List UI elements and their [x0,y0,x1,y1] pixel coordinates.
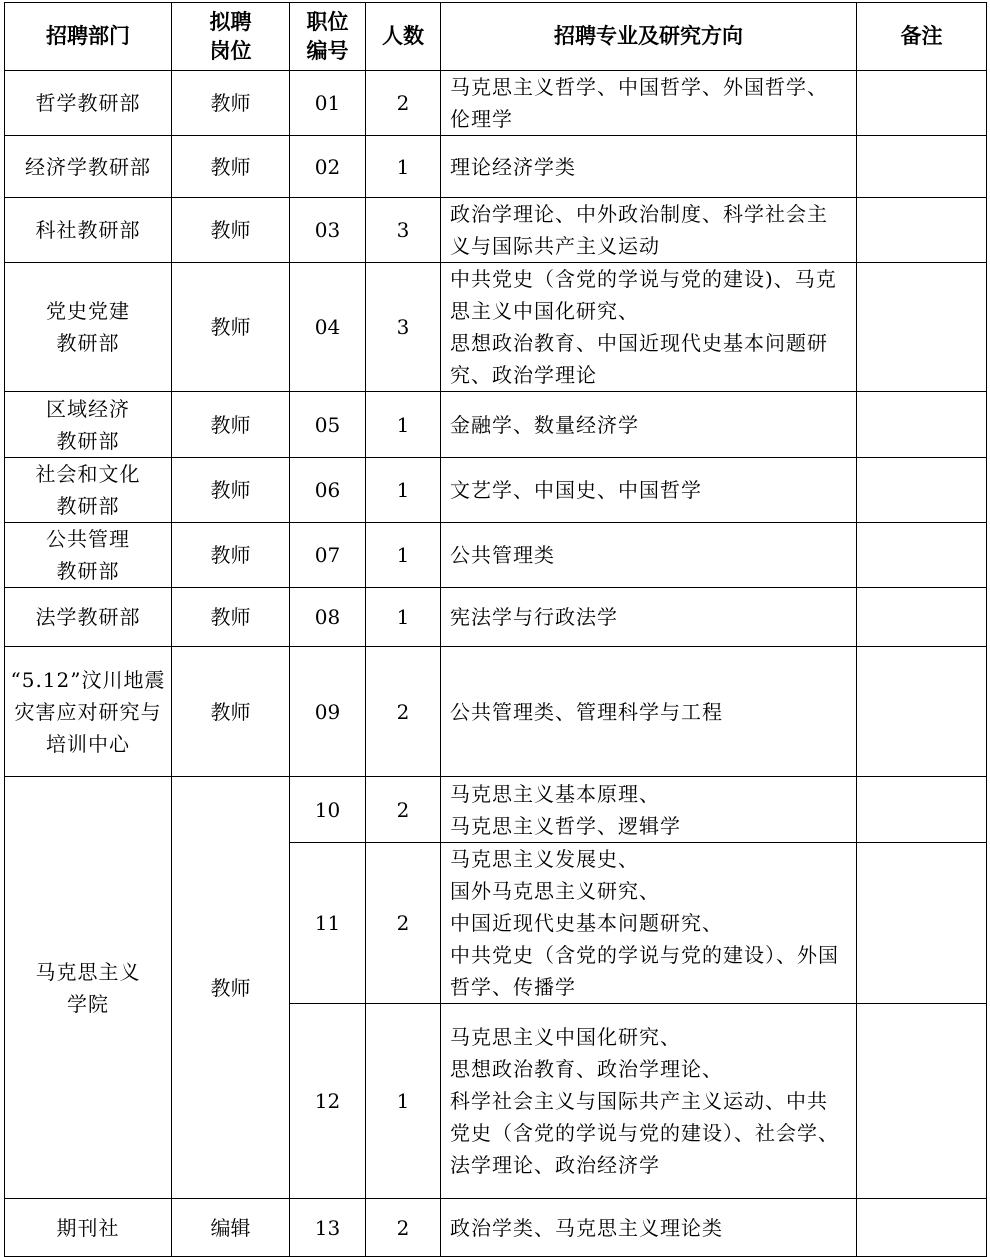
recruitment-table [4,2,987,1257]
note-cell [857,1199,987,1257]
code-cell: 03 [290,198,366,263]
post-cell: 教师 [172,458,290,523]
dept-cell: 区域经济 教研部 [5,392,172,458]
post-cell: 编辑 [172,1199,290,1257]
note-cell [857,777,987,843]
table-row [5,198,987,263]
count-cell: 1 [366,588,441,647]
post-cell: 教师 [172,392,290,458]
major-cell: 宪法学与行政法学 [441,588,857,647]
dept-cell: 党史党建 教研部 [5,263,172,392]
count-cell: 2 [366,843,441,1004]
major-cell: 马克思主义中国化研究、 思想政治教育、政治学理论、 科学社会主义与国际共产主义运动、中共党史（含党的学说与党的建设）、社会学、法学理论、政治经济学 [441,1004,857,1199]
table-row [5,392,987,458]
code-cell: 06 [290,458,366,523]
code-cell: 13 [290,1199,366,1257]
note-cell [857,843,987,1004]
major-cell: 马克思主义发展史、 国外马克思主义研究、 中国近现代史基本问题研究、 中共党史（含党的学说与党的建设）、外国哲学、传播学 [441,843,857,1004]
post-cell: 教师 [172,777,290,1199]
major-cell: 金融学、数量经济学 [441,392,857,458]
count-cell: 3 [366,263,441,392]
dept-cell: 哲学教研部 [5,71,172,136]
table-row [5,588,987,647]
code-cell: 11 [290,843,366,1004]
table-row [5,71,987,136]
count-cell: 1 [366,136,441,198]
count-cell: 1 [366,523,441,588]
note-cell [857,263,987,392]
dept-cell: 马克思主义 学院 [5,777,172,1199]
code-cell: 08 [290,588,366,647]
post-cell: 教师 [172,136,290,198]
code-cell: 04 [290,263,366,392]
major-cell: 中共党史（含党的学说与党的建设)、马克思主义中国化研究、 思想政治教育、中国近现代史基本问题研究、政治学理论 [441,263,857,392]
table-row [5,263,987,392]
count-cell: 1 [366,458,441,523]
count-cell: 2 [366,1199,441,1257]
code-cell: 02 [290,136,366,198]
note-cell [857,392,987,458]
code-cell: 05 [290,392,366,458]
count-cell: 3 [366,198,441,263]
post-cell: 教师 [172,588,290,647]
major-cell: 政治学理论、中外政治制度、科学社会主义与国际共产主义运动 [441,198,857,263]
post-cell: 教师 [172,71,290,136]
major-cell: 公共管理类、管理科学与工程 [441,647,857,777]
major-cell: 马克思主义基本原理、 马克思主义哲学、逻辑学 [441,777,857,843]
header-major: 招聘专业及研究方向 [441,3,857,71]
note-cell [857,523,987,588]
post-cell: 教师 [172,198,290,263]
table-row [5,523,987,588]
header-note: 备注 [857,3,987,71]
dept-cell: 科社教研部 [5,198,172,263]
note-cell [857,588,987,647]
note-cell [857,198,987,263]
note-cell [857,647,987,777]
code-cell: 07 [290,523,366,588]
count-cell: 2 [366,777,441,843]
table-row [5,458,987,523]
count-cell: 2 [366,71,441,136]
major-cell: 文艺学、中国史、中国哲学 [441,458,857,523]
post-cell: 教师 [172,263,290,392]
table-row [5,647,987,777]
major-cell: 政治学类、马克思主义理论类 [441,1199,857,1257]
note-cell [857,458,987,523]
note-cell [857,136,987,198]
note-cell [857,1004,987,1199]
table-row [5,1199,987,1257]
header-row [5,3,987,71]
note-cell [857,71,987,136]
dept-cell: 经济学教研部 [5,136,172,198]
dept-cell: 法学教研部 [5,588,172,647]
post-cell: 教师 [172,647,290,777]
post-cell: 教师 [172,523,290,588]
code-cell: 12 [290,1004,366,1199]
code-cell: 10 [290,777,366,843]
code-cell: 09 [290,647,366,777]
dept-cell: 社会和文化 教研部 [5,458,172,523]
major-cell: 理论经济学类 [441,136,857,198]
header-count: 人数 [366,3,441,71]
count-cell: 1 [366,1004,441,1199]
major-cell: 马克思主义哲学、中国哲学、外国哲学、伦理学 [441,71,857,136]
dept-cell: 公共管理 教研部 [5,523,172,588]
table-row [5,136,987,198]
dept-cell: “5.12”汶川地震灾害应对研究与培训中心 [5,647,172,777]
header-post: 拟聘 岗位 [172,3,290,71]
header-code: 职位 编号 [290,3,366,71]
count-cell: 2 [366,647,441,777]
table-row [5,777,987,843]
header-dept: 招聘部门 [5,3,172,71]
count-cell: 1 [366,392,441,458]
major-cell: 公共管理类 [441,523,857,588]
dept-cell: 期刊社 [5,1199,172,1257]
code-cell: 01 [290,71,366,136]
